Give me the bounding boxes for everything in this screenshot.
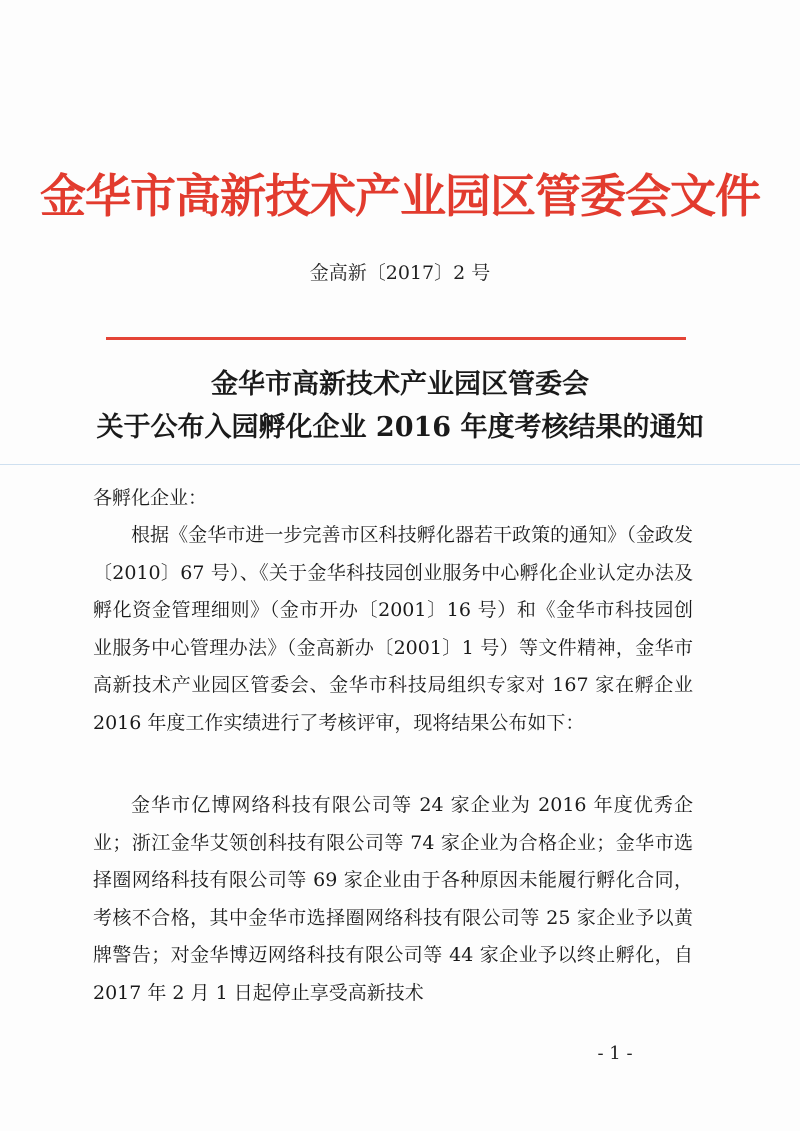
greeting-line: 各孵化企业： [93,487,208,509]
document-number: 金高新〔2017〕2 号 [309,262,491,284]
body-paragraph-2: 金华市亿博网络科技有限公司等 24 家企业为 2016 年度优秀企业；浙江金华艾领创科技有限公司等 74 家企业为合格企业；金华市选择圈网络科技有限公司等 69 家企业由于各种原因未能履行孵化合同，考核不合格，其中金华市选择圈网络科技有限公司等 25 家企业予以黄牌警告；对金华博迈网络科技有限公司等 44 家企业予以终止孵化，自 2017 年 2 月 1 日起停止享受高新技术 [93,794,693,1004]
faint-divider [0,464,800,465]
letterhead-title: 金华市高新技术产业园区管委会文件 [40,169,760,223]
notice-title-line1: 金华市高新技术产业园区管委会 [211,369,589,400]
body-paragraph-1: 根据《金华市进一步完善市区科技孵化器若干政策的通知》（金政发〔2010〕67 号）、《关于金华科技园创业服务中心孵化企业认定办法及孵化资金管理细则》（金市开办〔2001〕16 号）和《金华市科技园创业服务中心管理办法》（金高新办〔2001〕1 号）等文件精神，金华市高新技术产业园区管委会、金华市科技局组织专家对 167 家在孵企业 2016 年度工作实绩进行了考核评审，现将结果公布如下： [93,524,693,734]
page-number: - 1 - [597,1043,633,1064]
red-divider-line [106,337,686,340]
notice-title-line2: 关于公布入园孵化企业 2016 年度考核结果的通知 [96,412,704,443]
